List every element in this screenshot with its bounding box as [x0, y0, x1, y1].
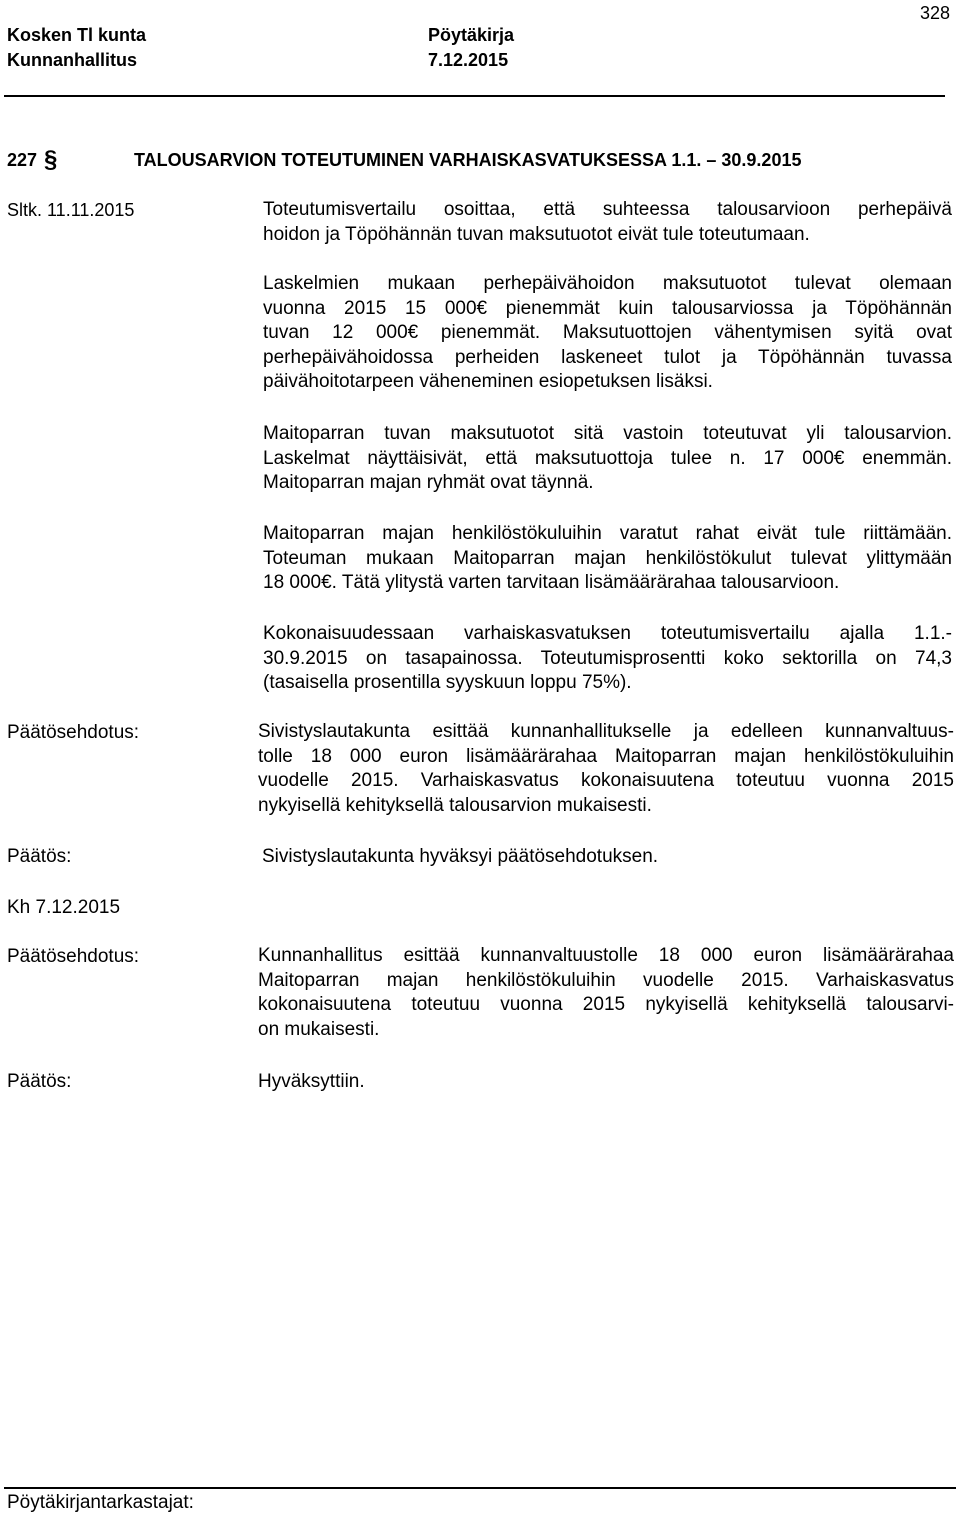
kh-decision-text: Hyväksyttiin. — [258, 1071, 365, 1092]
kh-label: Kh 7.12.2015 — [7, 897, 121, 918]
text-line: kokonaisuutena toteutuu vuonna 2015 nykyisellä kehityksellä talousarvi- — [258, 994, 954, 1015]
text-line: Maitoparran majan ryhmät ovat täynnä. — [263, 472, 594, 493]
section-symbol: § — [44, 146, 58, 173]
text-line: (tasaisella prosentilla syyskuun loppu 75%). — [263, 672, 632, 693]
text-line: päivähoitotarpeen väheneminen esiopetuksen lisäksi. — [263, 371, 713, 392]
header-date: 7.12.2015 — [428, 50, 509, 70]
section-number: 227 — [7, 150, 38, 170]
text-line: Sivistyslautakunta esittää kunnanhallitukselle ja edelleen kunnanvaltuus- — [258, 721, 954, 742]
text-line: Laskelmat näyttäisivät, että maksutuottoja tulee n. 17 000€ enemmän. — [263, 447, 952, 469]
text-line: 18 000€. Tätä ylitystä varten tarvitaan lisämäärärahaa talousarvioon. — [263, 572, 840, 593]
text-line: vuodelle 2015. Varhaiskasvatus kokonaisuutena toteutuu vuonna 2015 — [258, 770, 954, 791]
text-line: Maitoparran tuvan maksutuotot sitä vastoin toteutuvat yli talousarvion. — [263, 423, 952, 444]
sltk-paragraph-3 — [263, 422, 952, 496]
sltk-paragraph-4 — [263, 522, 952, 596]
header-org: Kosken Tl kunta — [7, 25, 147, 45]
kh-proposal-text — [258, 944, 954, 1042]
text-line: 30.9.2015 on tasapainossa. Toteutumisprosentti koko sektorilla on 74,3 — [263, 647, 952, 669]
text-line: vuonna 2015 15 000€ pienemmät kuin talousarviossa ja Töpöhännän — [263, 297, 952, 319]
text-line: on mukaisesti. — [258, 1018, 380, 1040]
footer-divider — [4, 1487, 956, 1489]
sltk-paragraph-1 — [263, 198, 952, 247]
header-body: Kunnanhallitus — [7, 50, 137, 70]
text-line: tuvan 12 000€ pienemmät. Maksutuottojen vähentymisen syitä ovat — [263, 322, 952, 343]
text-line: nykyisellä kehityksellä talousarvion mukaisesti. — [258, 794, 652, 816]
sltk-paragraph-2 — [263, 272, 952, 395]
text-line: Toteutumisvertailu osoittaa, että suhteessa talousarvioon perhepäivä — [263, 199, 952, 220]
kh-proposal-label: Päätösehdotus: — [7, 946, 140, 967]
text-line: Kunnanhallitus esittää kunnanvaltuustolle 18 000 euron lisämäärärahaa — [258, 945, 954, 966]
sltk-decision-label: Päätös: — [7, 846, 72, 867]
text-line: Kokonaisuudessaan varhaiskasvatuksen toteutumisvertailu ajalla 1.1.- — [263, 623, 952, 644]
kh-decision-label: Päätös: — [7, 1071, 72, 1092]
text-line: Toteuman mukaan Maitoparran majan henkilöstökulut tulevat ylittymään — [263, 547, 952, 569]
header-doc-type: Pöytäkirja — [428, 25, 515, 45]
text-line: Laskelmien mukaan perhepäivähoidon maksutuotot tulevat olemaan — [263, 273, 952, 294]
sltk-proposal-label: Päätösehdotus: — [7, 722, 140, 743]
text-line: tolle 18 000 euron lisämäärärahaa Maitoparran majan henkilöstökuluihin — [258, 745, 954, 767]
page-number: 328 — [920, 3, 951, 23]
footer-reviewers-label: Pöytäkirjantarkastajat: — [7, 1492, 194, 1513]
sltk-label: Sltk. 11.11.2015 — [7, 200, 135, 220]
sltk-paragraph-5 — [263, 622, 952, 696]
sltk-proposal-text — [258, 720, 954, 818]
section-title: TALOUSARVION TOTEUTUMINEN VARHAISKASVATUKSESSA 1.1. – 30.9.2015 — [134, 150, 802, 170]
text-line: Maitoparran majan henkilöstökuluihin vuodelle 2015. Varhaiskasvatus — [258, 969, 954, 991]
sltk-decision-text: Sivistyslautakunta hyväksyi päätösehdotuksen. — [262, 846, 659, 867]
text-line: perhepäivähoidossa perheiden laskeneet tulot ja Töpöhännän tuvassa — [263, 346, 952, 368]
text-line: hoidon ja Töpöhännän tuvan maksutuotot eivät tule toteutumaan. — [263, 223, 810, 245]
header-divider — [4, 95, 945, 97]
text-line: Maitoparran majan henkilöstökuluihin varatut rahat eivät tule riittämään. — [263, 523, 952, 544]
